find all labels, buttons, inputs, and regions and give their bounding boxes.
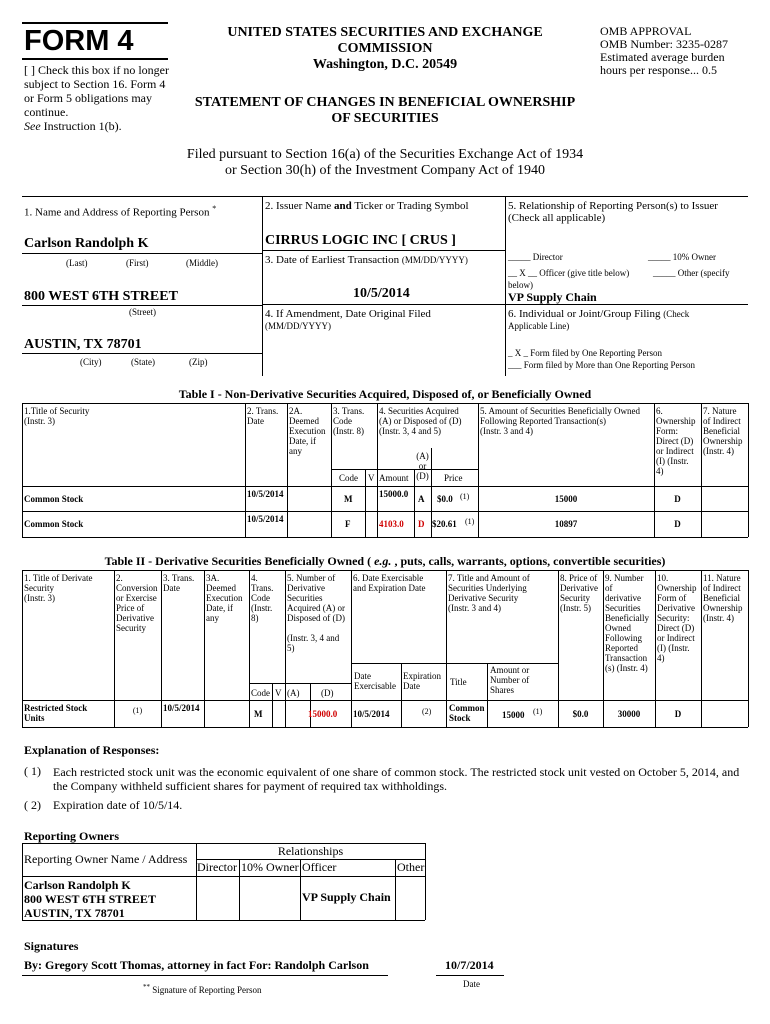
box1-star: * <box>212 204 217 213</box>
t1-r1-form: D <box>674 494 681 504</box>
t2-sub-date-ex: Date Exercisable <box>354 671 396 691</box>
t1-r2-amount: 4103.0 <box>379 519 404 529</box>
omb-approval <box>600 25 765 77</box>
statement-line-1: STATEMENT OF CHANGES IN BENEFICIAL OWNERSHIP <box>194 95 576 110</box>
omb-title: OMB APPROVAL <box>600 24 692 38</box>
t2-title-a: Table II - Derivative Securities Beneficially Owned ( <box>104 554 375 568</box>
t2-r-conv: (1) <box>132 706 143 715</box>
t1-r2-title: Common Stock <box>24 519 84 529</box>
signature-label-text: Signature of Reporting Person <box>150 985 262 995</box>
t1-r1-code: M <box>344 494 353 504</box>
t2-h5: 5. Number of Derivative Securities Acquired (A) or Disposed of (D) (Instr. 3, 4 and 5) <box>287 573 345 653</box>
agency-line-1: UNITED STATES SECURITIES AND EXCHANGE <box>227 25 543 40</box>
box2-label-b: Ticker or Trading Symbol <box>351 200 469 212</box>
box3-label <box>265 254 468 266</box>
t1-sub-amount: Amount <box>379 473 409 483</box>
t1-r2-fn: (1) <box>465 517 475 526</box>
t2-sub-v: V <box>275 688 282 698</box>
t2-r-a: 15000.0 <box>308 709 338 719</box>
t1-r2-owned: 10897 <box>554 519 578 529</box>
box2-label <box>265 200 469 212</box>
filed-line-1: Filed pursuant to Section 16(a) of the Securities Exchange Act of 1934 <box>186 147 584 162</box>
box5-below: below) <box>508 280 533 290</box>
t2-title-eg: e.g. <box>374 554 392 568</box>
t2-h8: 8. Price of Derivative Security (Instr. 5) <box>560 573 598 613</box>
t2-h2: 2. Conversion or Exercise Price of Derivative Security <box>116 573 158 633</box>
box6-label-text: 6. Individual or Joint/Group Filing <box>508 308 661 320</box>
t2-sub-a: (A) <box>287 688 300 698</box>
t2-sub-d: (D) <box>321 688 334 698</box>
t2-r-title: Restricted Stock Units <box>24 703 88 723</box>
t1-h3: 3. Trans. Code (Instr. 8) <box>333 406 365 436</box>
t1-r2-aord: D <box>418 519 425 529</box>
t1-sub-v: V <box>368 473 375 483</box>
earliest-transaction-date: 10/5/2014 <box>353 286 410 301</box>
box5-director: _____ Director <box>508 252 563 262</box>
t1-sub-code: Code <box>339 473 358 483</box>
box5-officer: __ X __ Officer (give title below) <box>508 268 630 278</box>
form-header <box>0 0 770 150</box>
signature-label <box>143 982 262 995</box>
box6-one: _ X _ Form filed by One Reporting Person <box>508 348 662 358</box>
box5-ten-pct: _____ 10% Owner <box>648 252 716 262</box>
box1-label-text: 1. Name and Address of Reporting Person <box>24 206 210 219</box>
see-label: See <box>24 119 41 133</box>
statement-line-2: OF SECURITIES <box>331 111 439 126</box>
t2-r-code: M <box>254 709 263 719</box>
filed-pursuant <box>80 147 690 179</box>
box4-format: (MM/DD/YYYY) <box>265 321 331 331</box>
t1-r1-date: 10/5/2014 <box>247 489 284 499</box>
t1-h4: 4. Securities Acquired (A) or Disposed of (D) (Instr. 3, 4 and 5) <box>379 406 462 436</box>
t1-r2-form: D <box>674 519 681 529</box>
owners-col-name: Reporting Owner Name / Address <box>24 852 188 866</box>
state-label: (State) <box>131 357 155 367</box>
signatures-title: Signatures <box>24 939 79 953</box>
t2-r-form: D <box>674 709 682 719</box>
omb-burden-1: Estimated average burden <box>600 50 725 64</box>
t1-r2-date: 10/5/2014 <box>247 514 284 524</box>
last-label: (Last) <box>66 258 88 268</box>
street-label: (Street) <box>129 307 156 317</box>
t1-sub-price: Price <box>444 473 463 483</box>
signature-by: By: Gregory Scott Thomas, attorney in fact For: Randolph Carlson <box>24 958 369 972</box>
owners-row-officer: VP Supply Chain <box>302 890 391 904</box>
agency-title <box>185 25 585 73</box>
t1-r1-aord: A <box>418 494 425 504</box>
box5-sub: (Check all applicable) <box>508 212 606 224</box>
table1-title: Table I - Non-Derivative Securities Acquired, Disposed of, or Beneficially Owned <box>178 387 592 401</box>
t2-r-price: $0.0 <box>572 709 589 719</box>
middle-label: (Middle) <box>186 258 218 268</box>
explanation-n2: ( 2) <box>24 798 41 812</box>
t1-r1-price: $0.0 <box>437 494 453 504</box>
reporting-person-name: Carlson Randolph K <box>24 236 149 251</box>
explanation-title: Explanation of Responses: <box>24 743 160 757</box>
t2-h10: 10. Ownership Form of Derivative Security: Direct (D) or Indirect (I) (Instr. 4) <box>657 573 697 663</box>
box1-label <box>24 203 216 219</box>
issuer-name: CIRRUS LOGIC INC [ CRUS ] <box>265 233 456 248</box>
street-value: 800 WEST 6TH STREET <box>24 289 178 304</box>
t2-r-u-fn: (1) <box>533 707 543 716</box>
owners-relationships: Relationships <box>277 844 344 858</box>
explanation-n1: ( 1) <box>24 764 41 778</box>
t2-r-u-amount: 15000 <box>502 710 525 720</box>
t2-sub-amount: Amount or Number of Shares <box>490 665 530 695</box>
box3-label-text: 3. Date of Earliest Transaction <box>265 254 400 266</box>
t1-r1-amount: 15000.0 <box>379 489 409 499</box>
t2-sub-title: Title <box>450 677 467 687</box>
t1-r1-fn: (1) <box>460 492 470 501</box>
t2-r-exp: (2) <box>422 707 432 716</box>
city-value: AUSTIN, TX 78701 <box>24 337 142 352</box>
first-label: (First) <box>126 258 149 268</box>
box2-label-and: and <box>334 200 352 212</box>
owners-ten-pct: 10% Owner <box>241 860 299 874</box>
t1-h7: 7. Nature of Indirect Beneficial Ownership (Instr. 4) <box>703 406 743 456</box>
instruction-label: Instruction 1(b). <box>40 119 122 133</box>
box5-label <box>508 200 750 224</box>
explanation-t2: Expiration date of 10/5/14. <box>53 798 183 812</box>
t2-r-date: 10/5/2014 <box>163 703 200 713</box>
box2-label-a: 2. Issuer Name <box>265 200 335 212</box>
t2-title-b: , puts, calls, warrants, options, convertible securities) <box>391 554 666 568</box>
checkbox-note: [ ] Check this box if no longer subject to Section 16. Form 4 or Form 5 obligations may continue. <box>24 63 169 119</box>
t1-r1-owned: 15000 <box>554 494 578 504</box>
t2-h11: 11. Nature of Indirect Beneficial Ownership (Instr. 4) <box>703 573 743 623</box>
omb-burden-2: hours per response... 0.5 <box>600 63 717 77</box>
explanation-t1: Each restricted stock unit was the economic equivalent of one share of common stock. The restricted stock unit vested on October 5, 2014, and the Company withheld sufficient shares for payment of required tax withholdings. <box>53 765 740 793</box>
t2-sub-code: Code <box>251 688 270 698</box>
t1-r2-price: $20.61 <box>432 519 457 529</box>
table2-title <box>22 555 748 568</box>
filed-line-2: or Section 30(h) of the Investment Company Act of 1940 <box>225 163 545 178</box>
t2-h3: 3. Trans. Date <box>163 573 195 593</box>
instruction-note <box>24 120 122 133</box>
t1-h5: 5. Amount of Securities Beneficially Owned Following Reported Transaction(s) (Instr. 3 and 4) <box>480 406 640 436</box>
box5-label-text: 5. Relationship of Reporting Person(s) to Issuer <box>508 200 718 212</box>
t2-r-u-title: Common Stock <box>449 703 485 723</box>
t2-h3a: 3A. Deemed Execution Date, if any <box>206 573 243 623</box>
form-title: FORM 4 <box>24 25 134 57</box>
t2-h7: 7. Title and Amount of Securities Underlying Derivative Security (Instr. 3 and 4) <box>448 573 530 613</box>
box5-other: _____ Other (specify <box>653 268 730 278</box>
owners-row-name: Carlson Randolph K 800 WEST 6TH STREET AUSTIN, TX 78701 <box>24 878 156 920</box>
owners-director: Director <box>197 860 237 874</box>
t2-r-owned: 30000 <box>617 709 641 719</box>
city-label: (City) <box>80 357 102 367</box>
officer-title: VP Supply Chain <box>508 290 597 304</box>
box6-more: ___ Form filed by More than One Reporting Person <box>508 360 695 370</box>
agency-line-2: COMMISSION <box>337 41 433 56</box>
t2-h6: 6. Date Exercisable and Expiration Date <box>353 573 426 593</box>
signature-date: 10/7/2014 <box>445 958 494 972</box>
t2-r-date-ex: 10/5/2014 <box>353 709 390 719</box>
signature-star: ** <box>143 983 150 991</box>
t2-h1: 1. Title of Derivate Security (Instr. 3) <box>24 573 93 603</box>
t1-h2a: 2A. Deemed Execution Date, if any <box>289 406 326 456</box>
box4-label: 4. If Amendment, Date Original Filed <box>265 308 431 320</box>
box6-sub: Applicable Line) <box>508 321 570 331</box>
t2-h4: 4. Trans. Code (Instr. 8) <box>251 573 274 623</box>
box6-label <box>508 308 689 320</box>
t1-r1-title: Common Stock <box>24 494 84 504</box>
omb-number: OMB Number: 3235-0287 <box>600 37 728 51</box>
t2-sub-exp: Expiration Date <box>403 671 441 691</box>
box6-check: (Check <box>663 309 690 319</box>
t1-r2-code: F <box>345 519 351 529</box>
t2-h9: 9. Number of derivative Securities Beneficially Owned Following Reported Transaction (s) (Instr. 4) <box>605 573 649 673</box>
date-label: Date <box>463 979 480 989</box>
owners-other: Other <box>397 860 425 874</box>
owners-title: Reporting Owners <box>24 829 119 843</box>
t1-h2: 2. Trans. Date <box>247 406 279 426</box>
agency-line-3: Washington, D.C. 20549 <box>312 57 458 72</box>
owners-officer: Officer <box>302 860 337 874</box>
statement-title <box>170 95 600 127</box>
box3-format: (MM/DD/YYYY) <box>401 255 468 265</box>
t1-h1: 1.Title of Security (Instr. 3) <box>24 406 90 426</box>
t1-h6: 6. Ownership Form: Direct (D) or Indirect (I) (Instr. 4) <box>656 406 696 476</box>
t1-sub-aord: (A) or (D) <box>416 451 429 481</box>
zip-label: (Zip) <box>189 357 208 367</box>
